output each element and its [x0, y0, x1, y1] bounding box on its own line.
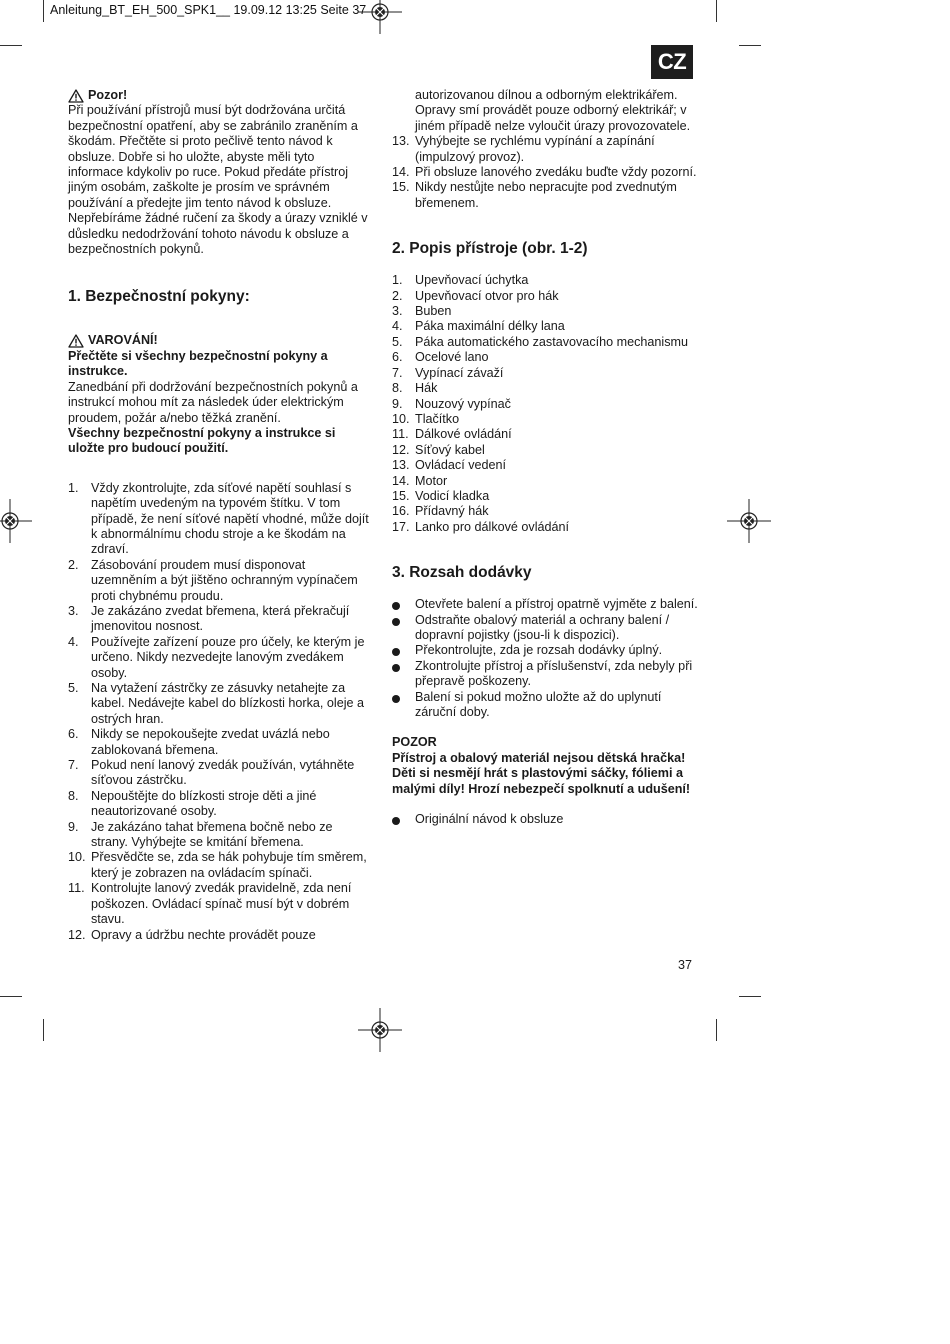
list-item — [392, 443, 698, 458]
list-text: Páka maximální délky lana — [415, 319, 565, 334]
list-text: Při obsluze lanového zvedáku buďte vždy pozorní. — [415, 165, 697, 180]
list-text: Síťový kabel — [415, 442, 485, 457]
list-number: 13. — [392, 134, 410, 149]
list-item — [68, 681, 370, 727]
crop-mark — [0, 45, 22, 46]
list-number: 12. — [392, 442, 410, 457]
list-text: Nepouštějte do blízkosti stroje děti a jiné neautorizované osoby. — [91, 788, 317, 819]
list-text: Vypínací závaží — [415, 365, 504, 380]
list-item — [392, 289, 698, 304]
list-item — [392, 812, 698, 827]
list-number: 10. — [392, 411, 410, 426]
list-text: Je zakázáno tahat břemena bočně nebo ze strany. Vyhýbejte se kmitání břemena. — [91, 819, 333, 850]
safety-rules-list — [68, 481, 370, 943]
list-text: Přídavný hák — [415, 504, 489, 519]
list-item — [392, 304, 698, 319]
list-item — [68, 558, 370, 604]
list-item — [392, 659, 698, 690]
list-number: 3. — [392, 304, 403, 319]
list-item — [68, 727, 370, 758]
list-number: 2. — [392, 288, 403, 303]
list-text: Kontrolujte lanový zvedák pravidelně, zda není poškozen. Ovládací spínač musí být v dobrém stavu. — [91, 881, 352, 927]
list-item — [68, 789, 370, 820]
section-1-title: 1. Bezpečnostní pokyny: — [68, 288, 250, 306]
list-number: 7. — [392, 365, 403, 380]
list-item — [68, 758, 370, 789]
bullet-icon — [392, 659, 415, 690]
list-item — [68, 481, 370, 558]
list-item — [68, 881, 370, 927]
list-text: Nikdy nestůjte nebo nepracujte pod zvednutým břemenem. — [415, 180, 677, 210]
list-item — [392, 180, 698, 211]
crop-mark — [739, 996, 761, 997]
list-number: 14. — [392, 473, 410, 488]
list-item — [392, 134, 698, 165]
list-item — [392, 165, 698, 180]
bullet-icon — [392, 643, 415, 658]
list-text: Motor — [415, 473, 448, 488]
list-text: autorizovanou dílnou a odborným elektrikářem. Opravy smí provádět pouze odborný elektrikář; v jiném případě nelze vyloučit úrazy provozovatele. — [415, 88, 691, 133]
list-number: 16. — [392, 504, 410, 519]
list-text: Opravy a údržbu nechte provádět pouze — [91, 927, 316, 942]
registration-mark-icon — [358, 1008, 402, 1052]
list-item — [392, 273, 698, 288]
list-number: 13. — [392, 458, 410, 473]
list-number: 4. — [392, 319, 403, 334]
list-number: 5. — [392, 334, 403, 349]
list-text: Zásobování proudem musí disponovat uzemněním a být jištěno ochranným vypínačem proti chybnému proudu. — [91, 557, 358, 603]
list-text: Vyhýbejte se rychlému vypínání a zapínání (impulzový provoz). — [415, 134, 655, 164]
pozor-2-text: Přístroj a obalový materiál nejsou dětská hračka! Děti si nesmějí hrát s plastovými sáčky, fóliemi a malými díly! Hrozí nebezpečí spolknutí a udušení! — [392, 750, 691, 796]
list-text: Odstraňte obalový materiál a ochrany balení / dopravní pojistky (jsou-li k dispozici). — [415, 612, 670, 642]
delivery-list — [392, 597, 698, 720]
safety-rules-list-continued — [392, 88, 698, 211]
list-text: Na vytažení zástrčky ze zásuvky netahejte za kabel. Nedávejte kabel do blízkosti horka, oleje a ostrých hran. — [91, 681, 365, 726]
list-text: Dálkové ovládání — [415, 427, 512, 442]
warning-bold-text-2: Všechny bezpečnostní pokyny a instrukce si uložte pro budoucí použití. — [68, 425, 336, 456]
list-text: Nouzový vypínač — [415, 396, 511, 411]
list-item — [392, 458, 698, 473]
list-text: Lanko pro dálkové ovládání — [415, 519, 570, 534]
list-number: 4. — [68, 634, 79, 649]
list-number: 2. — [68, 557, 79, 572]
bullet-icon — [392, 690, 415, 721]
pozor-text: Při používání přístrojů musí být dodržována určitá bezpečnostní opatření, aby se zabránilo zraněním a škodám. Přečtěte si proto pečlivě tento návod k obsluze. Dobře si ho uložte, abyste měli tyto informace kdykoliv po ruce. Pokud předáte přístroj jiným osobám, zaškolte je prosím ve správném používání a předejte jim tento návod k obsluze. Nepřebíráme žádné ručení za škody a úrazy vzniklé v důsledku nedodržování tohoto návodu k obsluze a bezpečnostních pokynů. — [68, 103, 368, 257]
list-text: Pokud není lanový zvedák používán, vytáhněte síťovou zástrčku. — [91, 758, 355, 788]
list-text: Je zakázáno zvedat břemena, která překračují jmenovitou nosnost. — [91, 603, 350, 634]
section-3-title: 3. Rozsah dodávky — [392, 564, 532, 582]
list-number: 11. — [392, 427, 409, 442]
warning-heading — [68, 333, 370, 348]
registration-mark-icon — [358, 0, 402, 34]
list-text: Vodicí kladka — [415, 488, 490, 503]
list-number: 8. — [68, 788, 79, 803]
list-text: Překontrolujte, zda je rozsah dodávky úplný. — [415, 643, 663, 658]
list-text: Ocelové lano — [415, 350, 489, 365]
list-item — [392, 504, 698, 519]
print-slug: Anleitung_BT_EH_500_SPK1__ 19.09.12 13:25 Seite 37 — [50, 3, 367, 17]
bullet-icon — [392, 613, 415, 644]
list-text: Nikdy se nepokoušejte zvedat uvázlá nebo zablokovaná břemena. — [91, 727, 330, 757]
bullet-icon — [392, 597, 415, 612]
bullet-icon — [392, 812, 415, 827]
list-number: 17. — [392, 519, 410, 534]
list-number: 1. — [392, 273, 403, 288]
list-item — [392, 381, 698, 396]
crop-mark — [716, 1019, 717, 1041]
list-number: 9. — [68, 819, 79, 834]
list-text: Páka automatického zastavovacího mechanismu — [415, 334, 689, 349]
list-number: 11. — [68, 881, 85, 896]
registration-mark-icon — [0, 499, 32, 543]
list-item — [68, 635, 370, 681]
list-number: 14. — [392, 165, 410, 180]
list-item — [392, 690, 698, 721]
warning-triangle-icon — [68, 334, 84, 348]
pozor-title: Pozor! — [88, 88, 128, 102]
list-item — [68, 604, 370, 635]
list-number: 8. — [392, 381, 403, 396]
list-number: 12. — [68, 927, 86, 942]
list-number: 5. — [68, 681, 79, 695]
list-number: 3. — [68, 603, 79, 618]
list-text: Upevňovací otvor pro hák — [415, 288, 559, 303]
list-text: Vždy zkontrolujte, zda síťové napětí souhlasí s napětím uvedeným na typovém štítku. V tom případě, že není síťové napětí vhodné, může dojít k abnormálnímu chodu stroje a ke škodám na zdraví. — [91, 480, 369, 557]
list-text: Originální návod k obsluze — [415, 812, 564, 827]
list-item — [392, 319, 698, 334]
list-text: Upevňovací úchytka — [415, 273, 529, 288]
list-item — [392, 397, 698, 412]
list-item — [68, 820, 370, 851]
list-text: Zkontrolujte přístroj a příslušenství, zda nebyly při přepravě poškozeny. — [415, 658, 693, 689]
list-item — [68, 850, 370, 881]
list-item — [392, 597, 698, 612]
list-text: Hák — [415, 381, 438, 396]
page-number: 37 — [678, 958, 693, 972]
list-item — [392, 335, 698, 350]
crop-mark — [0, 996, 22, 997]
pozor-2-title: POZOR — [392, 735, 437, 750]
warning-triangle-icon — [68, 89, 84, 103]
list-text: Tlačítko — [415, 411, 460, 426]
list-item — [392, 350, 698, 365]
list-item — [392, 613, 698, 644]
list-text: Používejte zařízení pouze pro účely, ke kterým je určeno. Nikdy nezvedejte lanovým zvedákem osoby. — [91, 634, 365, 680]
list-item — [392, 88, 698, 134]
list-text: Buben — [415, 304, 452, 319]
list-number: 9. — [392, 396, 403, 411]
crop-mark — [43, 0, 44, 22]
list-item — [392, 489, 698, 504]
list-number: 1. — [68, 480, 79, 495]
crop-mark — [716, 0, 717, 22]
section-2-title: 2. Popis přístroje (obr. 1-2) — [392, 240, 588, 258]
left-column — [68, 88, 370, 943]
pozor-heading — [68, 88, 370, 103]
list-number: 15. — [392, 488, 410, 503]
crop-mark — [739, 45, 761, 46]
list-item — [392, 643, 698, 658]
list-item — [68, 928, 370, 943]
registration-mark-icon — [727, 499, 771, 543]
list-number: 6. — [392, 350, 403, 365]
warning-bold-text: Přečtěte si všechny bezpečnostní pokyny a instrukce. — [68, 348, 328, 379]
list-text: Přesvědčte se, zda se hák pohybuje tím směrem, který je zobrazen na ovládacím spínači. — [91, 850, 367, 880]
list-item — [392, 520, 698, 535]
list-item — [392, 412, 698, 427]
list-item — [392, 366, 698, 381]
right-column — [392, 88, 698, 827]
list-number — [392, 88, 415, 134]
list-number: 6. — [68, 727, 79, 742]
list-number: 10. — [68, 850, 86, 865]
parts-list — [392, 273, 698, 535]
crop-mark — [43, 1019, 44, 1041]
list-item — [392, 474, 698, 489]
list-text: Otevřete balení a přístroj opatrně vyjměte z balení. — [415, 597, 698, 612]
list-text: Ovládací vedení — [415, 458, 507, 473]
warning-text: Zanedbání při dodržování bezpečnostních pokynů a instrukcí mohou mít za následek úder elektrickým proudem, požár a/nebo těžká zranění. — [68, 379, 358, 425]
warning-title: VAROVÁNÍ! — [88, 333, 158, 348]
original-manual-list — [392, 812, 698, 827]
language-badge: CZ — [651, 45, 693, 79]
list-item — [392, 427, 698, 442]
list-number: 7. — [68, 758, 79, 773]
list-number: 15. — [392, 180, 410, 195]
list-text: Balení si pokud možno uložte až do uplynutí záruční doby. — [415, 689, 662, 719]
